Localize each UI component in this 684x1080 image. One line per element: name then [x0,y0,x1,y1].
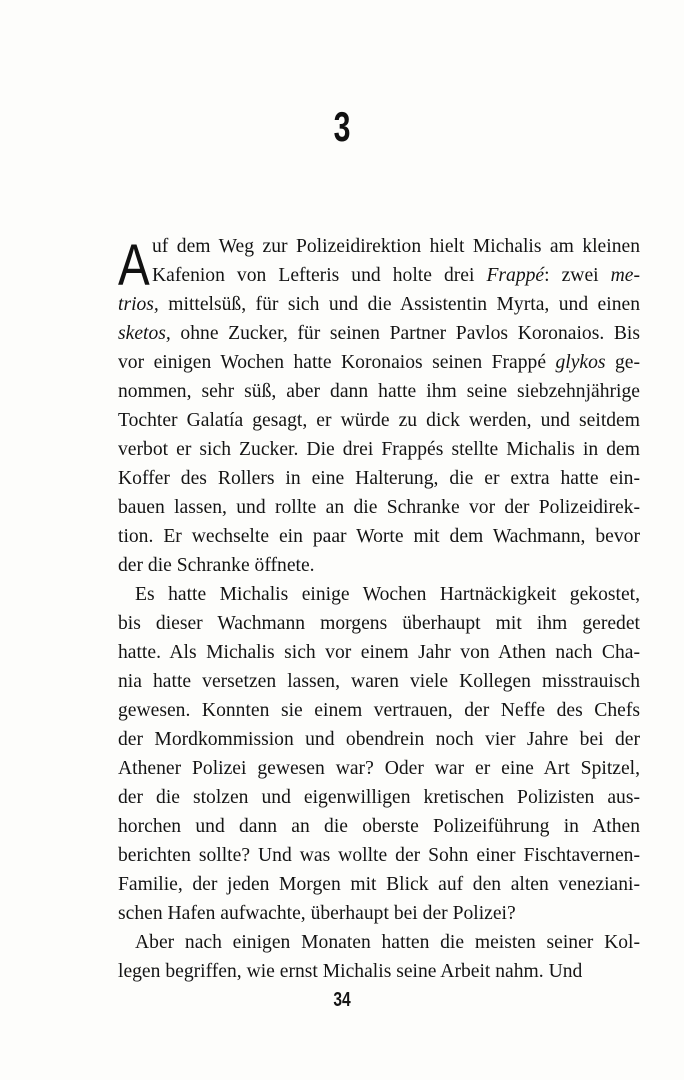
text-run: : zwei [544,265,611,286]
text-run: Koffer des Rollers in eine Halterung, die er extra hatte ein- [118,468,640,489]
text-line [118,406,640,435]
text-line [118,348,640,377]
text-run: uf dem Weg zur Polizeidirektion hielt Michalis am kleinen [152,236,640,257]
text-line [118,899,640,928]
text-run: bauen lassen, und rollte an die Schranke vor der Polizeidirek- [118,497,640,518]
text-run: der Mordkommission und obendrein noch vier Jahre bei der [118,729,640,750]
italic-term: me- [610,265,640,286]
text-line [118,551,640,580]
chapter-number: 3 [333,103,351,150]
text-run: der die Schranke öffnete. [118,555,315,576]
italic-term: trios, [118,294,159,315]
text-run: der die stolzen und eigenwilligen kretischen Polizisten aus- [118,787,640,808]
text-line [118,725,640,754]
text-line [118,232,640,261]
text-line [118,754,640,783]
text-run: ge- [605,352,640,373]
text-run: verbot er sich Zucker. Die drei Frappés stellte Michalis in dem [118,439,640,460]
text-run: Es hatte Michalis einige Wochen Hartnäckigkeit gekostet, [135,584,640,605]
italic-term: glykos [555,352,606,373]
text-run: Aber nach einigen Monaten hatten die meisten seiner Kol- [135,932,640,953]
text-line [118,783,640,812]
page-number: 34 [333,989,351,1011]
text-run: Athener Polizei gewesen war? Oder war er eine Art Spitzel, [118,758,640,779]
text-line [118,638,640,667]
text-run: schen Hafen aufwachte, überhaupt bei der Polizei? [118,903,516,924]
text-run: Kafenion von Lefteris und holte drei [152,265,487,286]
text-run: tion. Er wechselte ein paar Worte mit dem Wachmann, bevor [118,526,640,547]
text-line [118,377,640,406]
text-line [118,435,640,464]
text-line [118,290,640,319]
text-run: bis dieser Wachmann morgens überhaupt mit ihm geredet [118,613,640,634]
text-run: legen begriffen, wie ernst Michalis seine Arbeit nahm. Und [118,961,583,982]
body-text [118,232,640,986]
text-run: vor einigen Wochen hatte Koronaios seinen Frappé [118,352,556,373]
text-line [118,522,640,551]
italic-term: Frappé [486,265,545,286]
text-line [118,464,640,493]
text-run: berichten sollte? Und was wollte der Sohn einer Fischtavernen- [118,845,640,866]
text-line [118,261,640,290]
text-line [118,928,640,957]
text-line [118,319,640,348]
text-line [118,696,640,725]
text-line [118,812,640,841]
text-run: Tochter Galatía gesagt, er würde zu dick werden, und seitdem [118,410,640,431]
text-line [118,493,640,522]
text-line [118,667,640,696]
text-run: mittelsüß, für sich und die Assistentin Myrta, und einen [158,294,640,315]
italic-term: sketos, [118,323,171,344]
text-line [118,580,640,609]
text-run: Familie, der jeden Morgen mit Blick auf den alten veneziani- [118,874,640,895]
text-line [118,609,640,638]
text-line [118,870,640,899]
text-run: hatte. Als Michalis sich vor einem Jahr von Athen nach Cha- [118,642,640,663]
drop-cap: A [118,233,150,298]
text-run: nommen, sehr süß, aber dann hatte ihm seine siebzehnjährige [118,381,640,402]
text-run: nia hatte versetzen lassen, waren viele Kollegen misstrauisch [118,671,640,692]
text-run: ohne Zucker, für seinen Partner Pavlos Koronaios. Bis [170,323,640,344]
text-run: horchen und dann an die oberste Polizeiführung in Athen [118,816,640,837]
text-run: gewesen. Konnten sie einem vertrauen, der Neffe des Chefs [118,700,640,721]
text-line [118,841,640,870]
text-line [118,957,640,986]
